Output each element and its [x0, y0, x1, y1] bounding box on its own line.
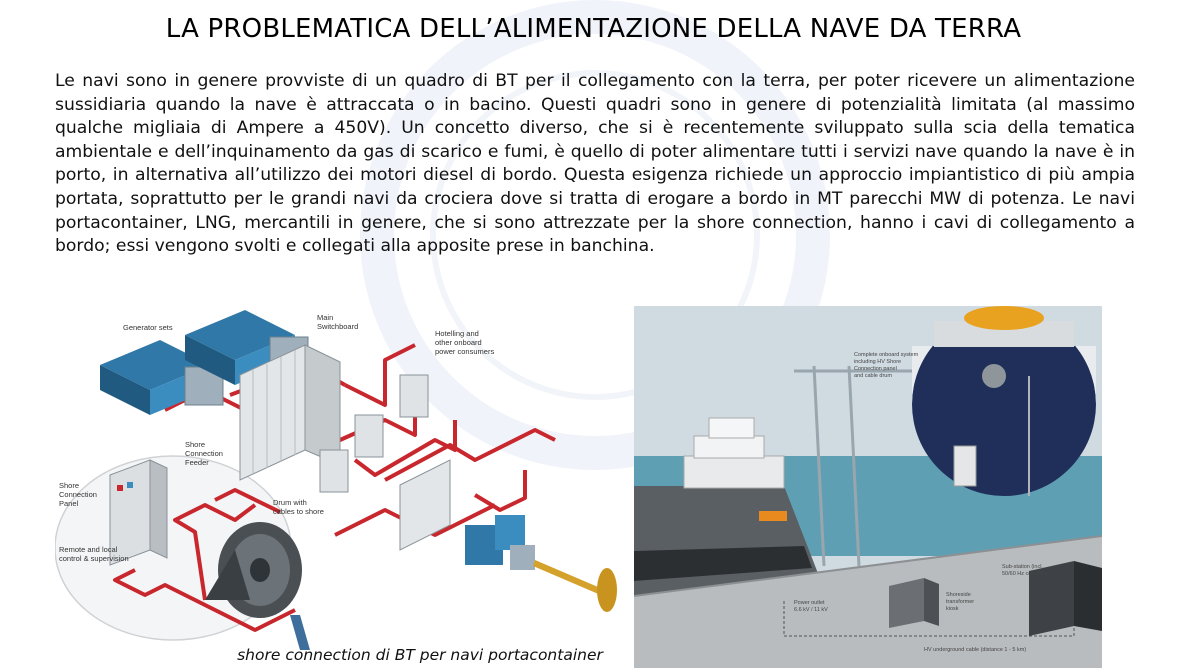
label-panel-1: Shore — [59, 481, 80, 490]
slide-title: LA PROBLEMATICA DELL’ALIMENTAZIONE DELLA NAVE DA TERRA — [165, 14, 1022, 44]
label-main-switchboard-2: Switchboard — [317, 322, 359, 331]
label-trafo-3: kiosk — [946, 606, 959, 612]
label-onboard-4: and cable drum — [854, 373, 892, 379]
label-onboard-2: including HV Shore — [854, 359, 902, 365]
label-feeder-1: Shore — [185, 440, 206, 449]
onboard-inset-circle — [912, 306, 1096, 496]
label-feeder-3: Feeder — [185, 458, 209, 467]
label-substation-1: Sub-station (incl. — [1002, 564, 1043, 570]
label-feeder-2: Connection — [185, 449, 223, 458]
label-generator-sets: Generator sets — [123, 323, 173, 332]
label-power-outlet-1: Power outlet — [794, 600, 825, 606]
label-hotelling-1: Hotelling and — [435, 329, 479, 338]
label-panel-3: Panel — [59, 499, 79, 508]
label-hv-cable: HV underground cable (distance 1 - 5 km) — [924, 647, 1027, 653]
secondary-switchboard — [400, 460, 450, 550]
hv-shore-connection-illustration — [634, 306, 1102, 668]
label-remote-2: control & supervision — [59, 554, 129, 563]
label-onboard-3: Connection panel — [854, 366, 897, 372]
label-panel-2: Connection — [59, 490, 97, 499]
label-substation-2: 50/60 Hz converter) — [1002, 571, 1051, 577]
slide-paragraph: Le navi sono in genere provviste di un quadro di BT per il collegamento con la terra, per poter ricevere un alimentazione sussidiaria quando la nave è attraccata o in bacino. Questi quadri sono in genere di potenzialità limitata (al massimo qualche migliaia di Ampere a 450V). Un concetto diverso, che si è recentemente sviluppato sulla scia della tematica ambientale e dell’inquinamento da gas di scarico e fumi, è quello di poter alimentare tutti i servizi nave quando la nave è in porto, in alternativa all’utilizzo dei motori diesel di bordo. Questa esigenza richiede un approccio impiantistico di più ampia portata, soprattutto per le grandi navi da crociera dove si tratta di erogare a bordo in MT parecchi MW di potenza. Le navi portacontainer, LNG, mercantili in genere, che si sono attrezzate per la shore connection, hanno i cavi di collegamento a bordo; essi vengono svolti e collegati alla apposite prese in banchina. — [55, 71, 1135, 257]
label-power-outlet-2: 6.6 kV / 11 kV — [794, 607, 828, 613]
transformer-kiosk — [889, 578, 939, 628]
label-drum-1: Drum with — [273, 498, 307, 507]
label-remote-1: Remote and local — [59, 545, 118, 554]
shore-connection-panel — [110, 460, 167, 565]
label-trafo-2: transformer — [946, 599, 975, 605]
label-hotelling-2: other onboard — [435, 338, 482, 347]
label-main-switchboard-1: Main — [317, 313, 334, 322]
label-drum-2: cables to shore — [273, 507, 324, 516]
label-trafo-1: Shoreside — [946, 592, 971, 598]
label-onboard-1: Complete onboard system — [854, 352, 919, 358]
figure-caption: shore connection di BT per navi portacontainer — [237, 646, 603, 664]
propulsion-motors — [465, 515, 617, 612]
label-hotelling-3: power consumers — [435, 347, 495, 356]
shore-connection-diagram — [55, 300, 625, 650]
